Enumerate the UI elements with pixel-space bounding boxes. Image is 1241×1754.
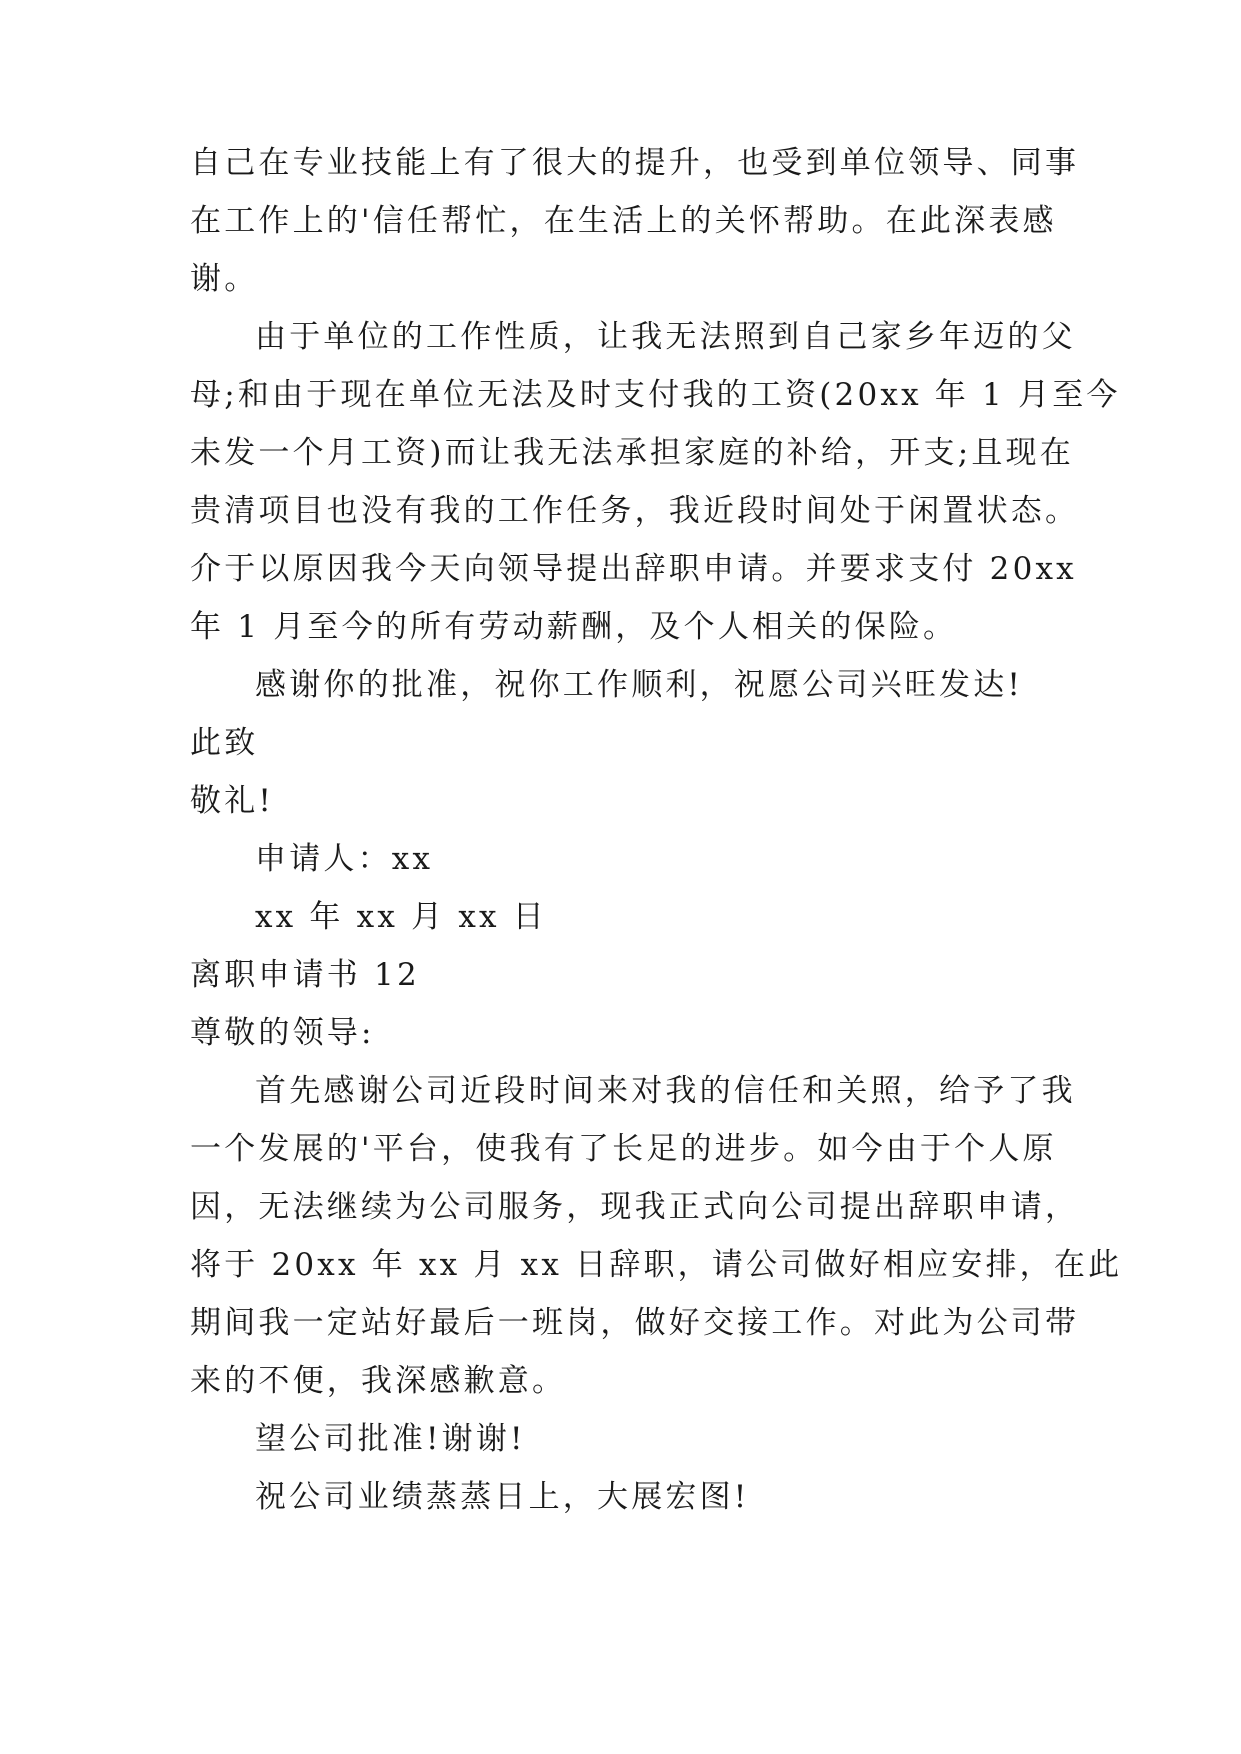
- closing-line: 此致: [190, 725, 259, 761]
- paragraph-line: 在工作上的'信任帮忙，在生活上的关怀帮助。在此深表感: [190, 203, 1057, 239]
- paragraph-line: 望公司批准!谢谢!: [255, 1421, 526, 1457]
- salutation: 尊敬的领导:: [190, 1015, 375, 1051]
- paragraph-line: 贵清项目也没有我的工作任务，我近段时间处于闲置状态。: [190, 493, 1080, 529]
- paragraph-line: 自己在专业技能上有了很大的提升，也受到单位领导、同事: [190, 145, 1080, 181]
- section-heading: 离职申请书 12: [190, 957, 420, 993]
- paragraph-line: 一个发展的'平台，使我有了长足的进步。如今由于个人原: [190, 1131, 1057, 1167]
- paragraph-line: 祝公司业绩蒸蒸日上，大展宏图!: [255, 1479, 750, 1515]
- paragraph-line: 年 1 月至今的所有劳动薪酬，及个人相关的保险。: [190, 609, 958, 645]
- paragraph-line: 因，无法继续为公司服务，现我正式向公司提出辞职申请，: [190, 1189, 1080, 1225]
- signature-applicant: 申请人：xx: [255, 841, 434, 877]
- closing-line: 敬礼!: [190, 783, 275, 819]
- paragraph-line: 未发一个月工资)而让我无法承担家庭的补给，开支;且现在: [190, 435, 1074, 471]
- paragraph-line: 将于 20xx 年 xx 月 xx 日辞职，请公司做好相应安排，在此: [190, 1247, 1123, 1283]
- paragraph-line: 由于单位的工作性质，让我无法照到自己家乡年迈的父: [255, 319, 1076, 355]
- paragraph-line: 感谢你的批准，祝你工作顺利，祝愿公司兴旺发达!: [255, 667, 1024, 703]
- paragraph-line: 母;和由于现在单位无法及时支付我的工资(20xx 年 1 月至今: [190, 377, 1121, 413]
- paragraph-line: 首先感谢公司近段时间来对我的信任和关照，给予了我: [255, 1073, 1076, 1109]
- paragraph-line: 介于以原因我今天向领导提出辞职申请。并要求支付 20xx: [190, 551, 1077, 587]
- paragraph-line: 期间我一定站好最后一班岗，做好交接工作。对此为公司带: [190, 1305, 1080, 1341]
- signature-date: xx 年 xx 月 xx 日: [255, 899, 547, 935]
- paragraph-line: 来的不便，我深感歉意。: [190, 1363, 567, 1399]
- paragraph-line: 谢。: [190, 261, 259, 297]
